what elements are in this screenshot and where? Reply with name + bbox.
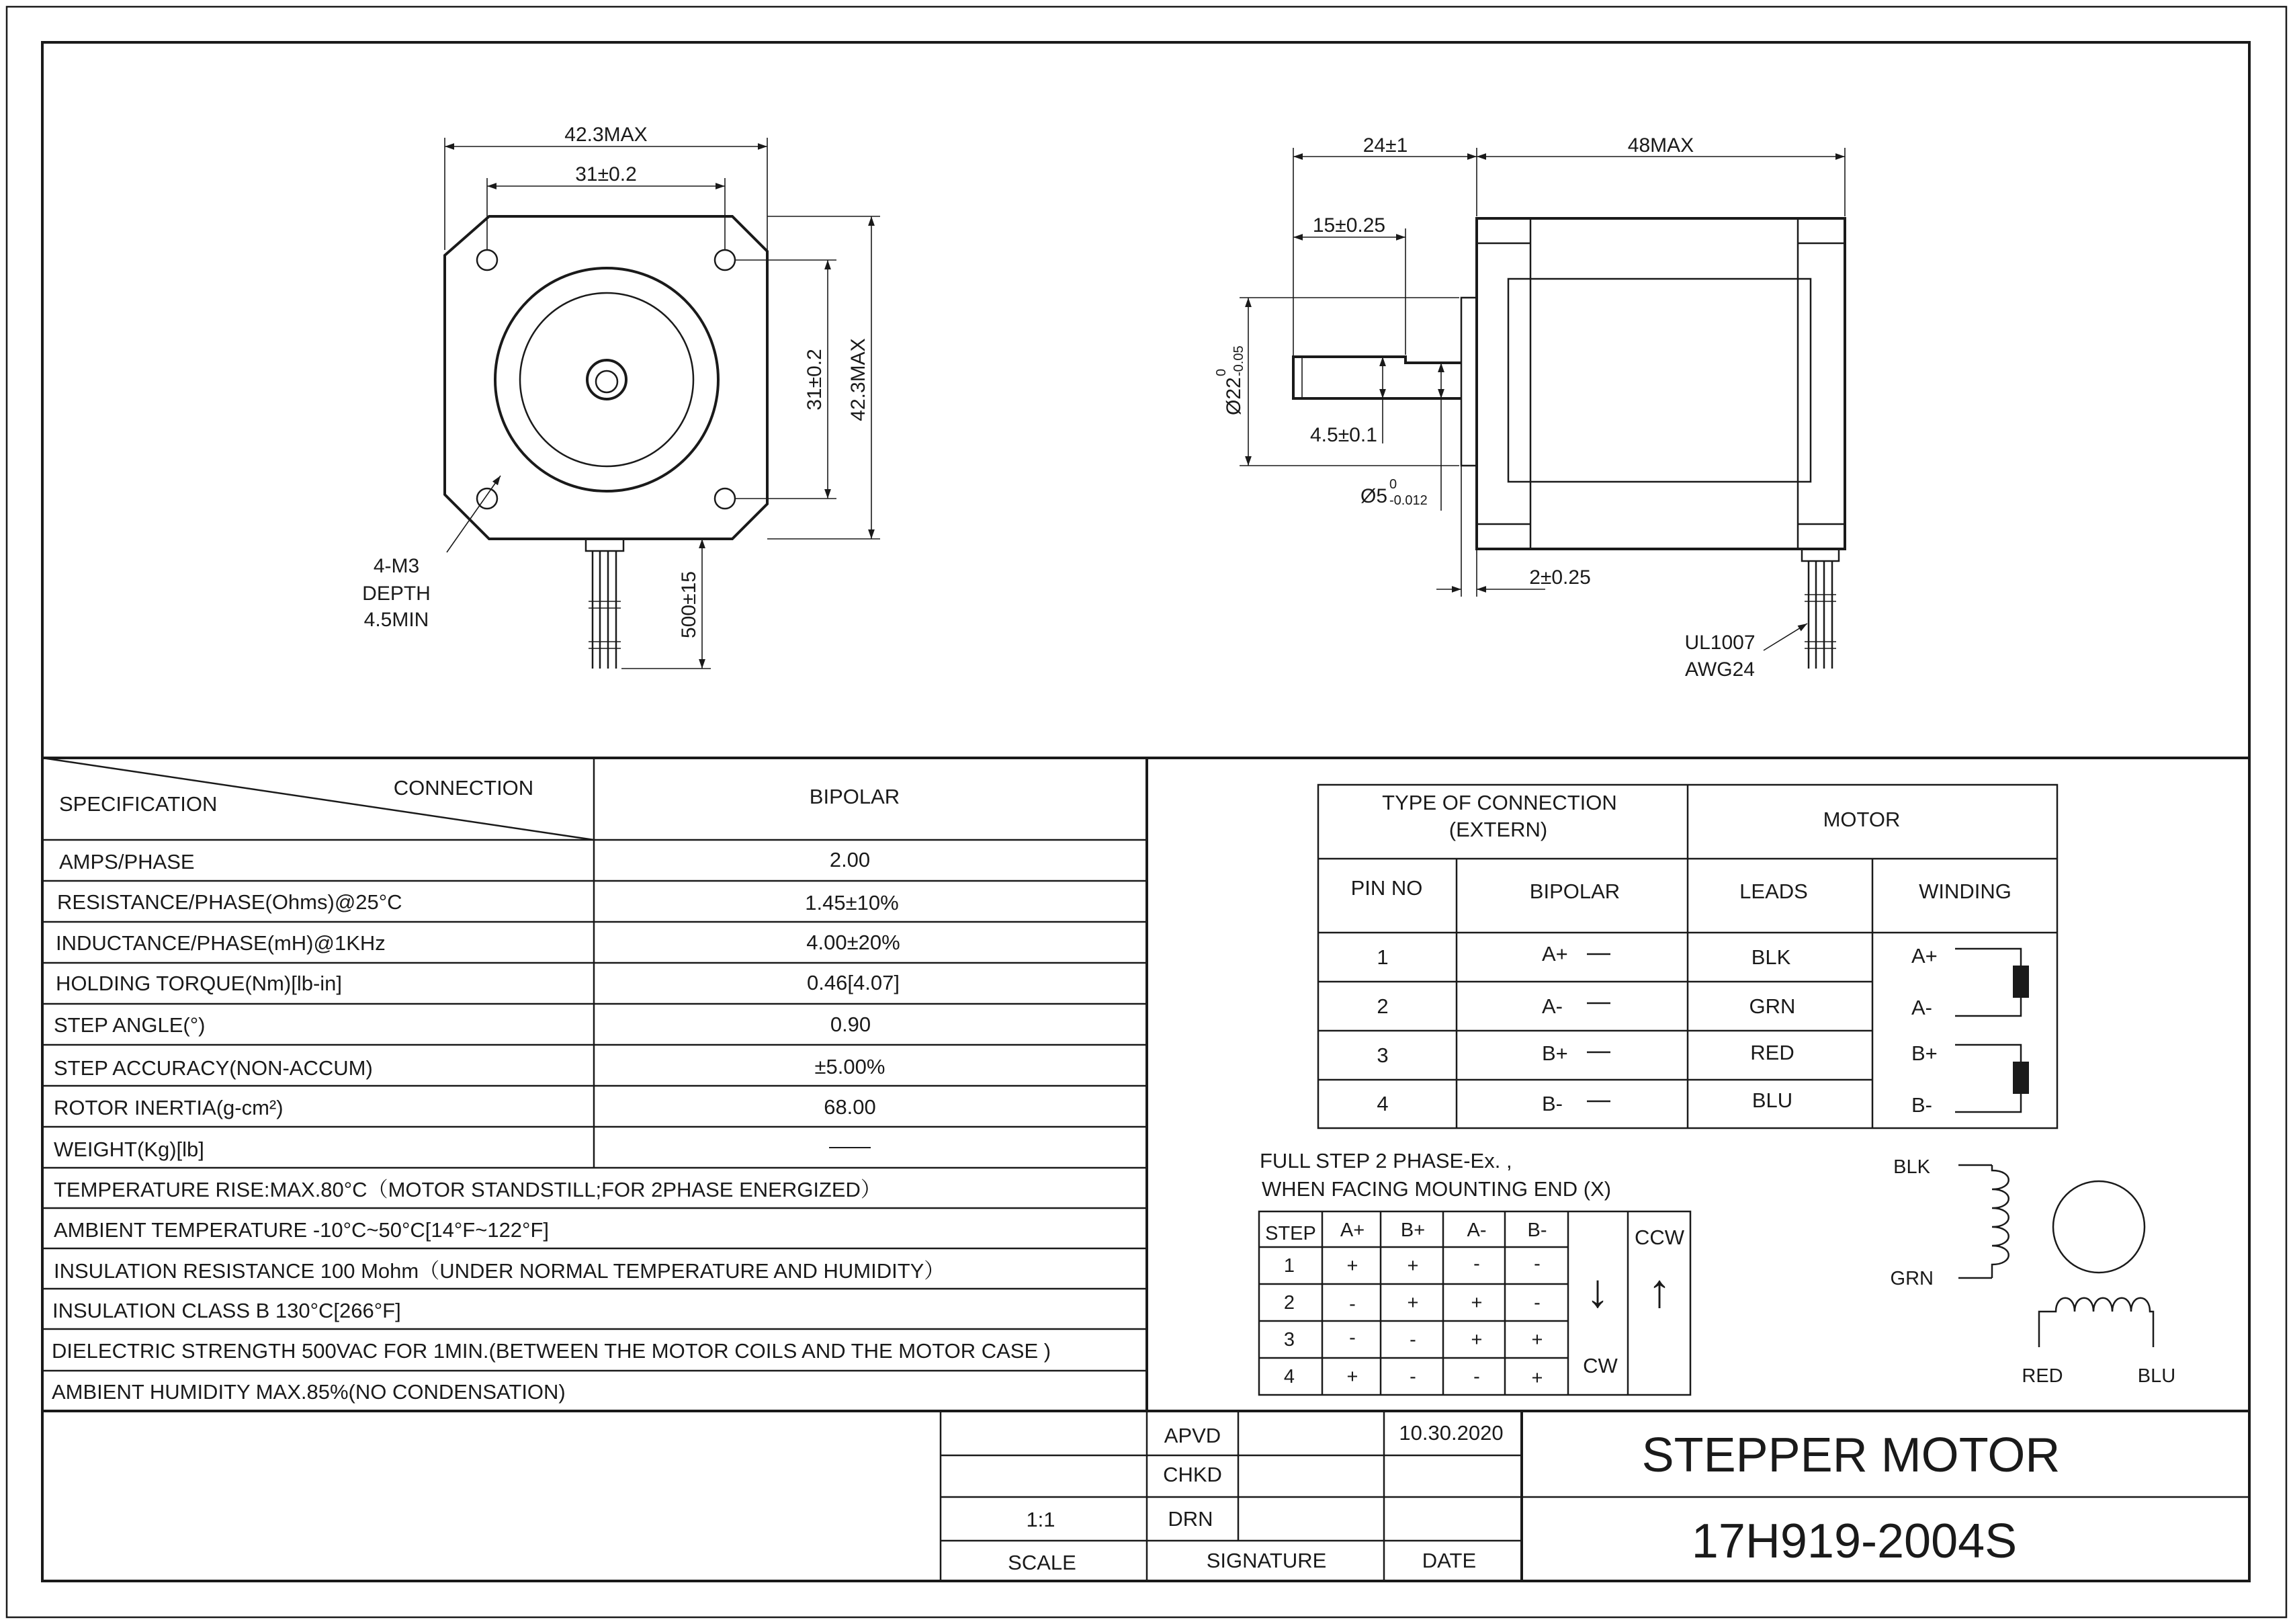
spec-value: 68.00: [824, 1095, 876, 1119]
step-header: A-: [1467, 1220, 1487, 1241]
dim-shaft-diameter: Ø5: [1360, 485, 1388, 507]
step-title-1: FULL STEP 2 PHASE-Ex. ,: [1260, 1149, 1512, 1172]
step-cell: +: [1407, 1292, 1419, 1314]
conn-pin: 4: [1377, 1092, 1389, 1115]
dim-hole-spacing: 31±0.2: [575, 163, 637, 185]
cw-arrow-icon: ↓: [1586, 1265, 1610, 1317]
spec-row: [54, 1095, 876, 1119]
conn-lead: BLU: [1751, 1088, 1793, 1112]
spec-row: [57, 890, 899, 914]
coil-red-label: RED: [2022, 1365, 2063, 1387]
pilot-boss-inner: [520, 293, 693, 466]
mount-hole-br: [715, 488, 735, 509]
spec-row: [59, 848, 870, 873]
spec-value: 0.46[4.07]: [807, 971, 900, 994]
spec-note: DIELECTRIC STRENGTH 500VAC FOR 1MIN.(BETWEEN THE MOTOR COILS AND THE MOTOR CASE ): [52, 1339, 1051, 1363]
spec-row: [54, 1134, 871, 1161]
coil-diagram: [1891, 1156, 2176, 1387]
conn-pin: 2: [1377, 994, 1389, 1018]
conn-col-leads: LEADS: [1739, 880, 1808, 903]
shaft-flat: [596, 371, 617, 392]
spec-value: ±5.00%: [814, 1055, 885, 1078]
winding-label: B+: [1911, 1041, 1938, 1065]
part-number: 17H919-2004S: [1691, 1514, 2018, 1568]
mount-hole-tl: [477, 250, 497, 270]
step-title-2: WHEN FACING MOUNTING END (X): [1262, 1177, 1612, 1201]
dim-boss-height: 2±0.25: [1529, 566, 1591, 589]
step-sequence: [1259, 1149, 1690, 1395]
spec-header-connection: CONNECTION: [393, 776, 534, 800]
spec-label: INDUCTANCE/PHASE(mH)@1KHz: [56, 931, 386, 955]
date-label: DATE: [1422, 1549, 1477, 1572]
dim-shaft-diameter-lower: -0.012: [1389, 493, 1428, 508]
dim-boss-diameter-upper: 0: [1214, 368, 1229, 376]
step-cell: +: [1531, 1329, 1543, 1351]
wire-spec-2: AWG24: [1685, 658, 1755, 681]
signature-label: SIGNATURE: [1206, 1549, 1327, 1572]
winding-label: A+: [1911, 944, 1938, 968]
conn-col-pin: PIN NO: [1350, 876, 1423, 900]
note-mount-holes-3: 4.5MIN: [363, 609, 429, 631]
spec-label: AMPS/PHASE: [59, 850, 195, 873]
step-cell: -: [1410, 1366, 1416, 1387]
pilot-boss: [1461, 298, 1477, 466]
step-header: A+: [1340, 1220, 1365, 1241]
spec-row: [54, 1055, 885, 1080]
conn-bipolar: A-: [1542, 994, 1563, 1018]
scale-value: 1:1: [1026, 1508, 1055, 1531]
step-cell: 3: [1283, 1329, 1295, 1351]
conn-row: [1377, 1088, 1792, 1115]
spec-note: AMBIENT TEMPERATURE -10°C~50°C[14°F~122°F]: [54, 1218, 549, 1242]
drn-label: DRN: [1168, 1507, 1213, 1531]
winding-label: A-: [1911, 996, 1932, 1019]
conn-motor-header: MOTOR: [1823, 808, 1901, 831]
wire-spec-1: UL1007: [1684, 632, 1756, 654]
conn-bipolar: B-: [1542, 1092, 1563, 1115]
spec-label: STEP ANGLE(°): [54, 1013, 206, 1037]
scale-label: SCALE: [1008, 1551, 1076, 1574]
spec-row: [56, 931, 900, 955]
spec-label: RESISTANCE/PHASE(Ohms)@25°C: [57, 890, 402, 914]
spec-label: STEP ACCURACY(NON-ACCUM): [54, 1056, 373, 1080]
spec-label: HOLDING TORQUE(Nm)[lb-in]: [56, 972, 343, 995]
step-cell: -: [1473, 1253, 1480, 1275]
dim-hole-spacing-vertical: 31±0.2: [804, 349, 826, 411]
step-cell: +: [1346, 1366, 1358, 1387]
spec-table: [42, 758, 1147, 1404]
spec-note: INSULATION CLASS B 130°C[266°F]: [52, 1299, 401, 1322]
motor-body: [1477, 218, 1845, 549]
conn-bipolar: A+: [1542, 942, 1568, 966]
step-cell: -: [1349, 1327, 1356, 1349]
step-cell: +: [1531, 1367, 1543, 1389]
front-view: [362, 124, 880, 669]
spec-label: ROTOR INERTIA(g-cm²): [54, 1096, 284, 1119]
spec-header-bipolar: BIPOLAR: [809, 785, 900, 808]
conn-col-bipolar: BIPOLAR: [1529, 880, 1620, 903]
lead-connector: [586, 539, 623, 551]
step-cell: +: [1471, 1292, 1483, 1314]
connection-table: [1318, 785, 2057, 1128]
coil-a-icon: [1992, 1165, 2009, 1278]
conn-type-header-2: (EXTERN): [1448, 818, 1548, 841]
dim-overall-height: 42.3MAX: [847, 338, 869, 421]
coil-grn-label: GRN: [1890, 1268, 1934, 1289]
conn-row: [1377, 994, 1795, 1018]
rotor-icon: [2053, 1181, 2145, 1273]
dim-shaft-diameter-upper: 0: [1389, 477, 1397, 492]
conn-row: [1377, 942, 1790, 969]
coil-b-icon: [2039, 1298, 2153, 1347]
conn-lead: BLK: [1751, 945, 1791, 969]
note-mount-holes-2: DEPTH: [362, 583, 431, 605]
step-cell: -: [1349, 1293, 1356, 1315]
dim-boss-diameter: Ø22: [1223, 377, 1245, 415]
date-value: 10.30.2020: [1399, 1421, 1504, 1445]
dim-shaft-length: 24±1: [1362, 134, 1408, 157]
spec-label: WEIGHT(Kg)[lb]: [54, 1138, 204, 1161]
dim-overall-width: 42.3MAX: [564, 124, 648, 146]
dim-flat-length: 15±0.25: [1312, 214, 1386, 237]
step-cell: 4: [1283, 1366, 1295, 1387]
spec-value: 2.00: [829, 848, 871, 871]
note-mount-holes-1: 4-M3: [373, 555, 420, 577]
spec-value: 0.90: [830, 1013, 871, 1036]
ccw-label: CCW: [1634, 1226, 1685, 1249]
spec-value: ——: [829, 1134, 871, 1158]
shaft: [1293, 357, 1461, 398]
side-lead-connector: [1802, 549, 1839, 561]
spec-note: INSULATION RESISTANCE 100 Mohm（UNDER NORMAL TEMPERATURE AND HUMIDITY）: [54, 1259, 945, 1283]
conn-lead: RED: [1750, 1041, 1794, 1064]
laminated-stack: [1508, 279, 1811, 482]
conn-row: [1377, 1041, 1794, 1067]
step-cell: -: [1410, 1329, 1416, 1351]
chkd-label: CHKD: [1163, 1463, 1222, 1486]
conn-bipolar: B+: [1542, 1041, 1568, 1065]
step-cell: +: [1346, 1255, 1358, 1277]
title-block: [42, 1411, 2249, 1581]
spec-header-specification: SPECIFICATION: [59, 792, 218, 816]
step-cell: -: [1473, 1366, 1480, 1387]
dim-flat-depth: 4.5±0.1: [1310, 424, 1377, 446]
side-view: [1214, 134, 1845, 681]
step-cell: +: [1407, 1255, 1419, 1277]
conn-type-header-1: TYPE OF CONNECTION: [1382, 791, 1617, 814]
spec-row: [56, 971, 900, 995]
front-end-cap: [1477, 218, 1530, 549]
shaft-end: [587, 360, 626, 399]
spec-value: 4.00±20%: [806, 931, 900, 954]
cw-label: CW: [1583, 1354, 1618, 1377]
rear-end-cap: [1798, 218, 1845, 549]
coil-blu-label: BLU: [2137, 1365, 2176, 1387]
step-cell: 2: [1283, 1292, 1295, 1314]
step-cell: -: [1534, 1292, 1541, 1314]
step-header: STEP: [1265, 1223, 1316, 1244]
winding-symbol-a: [1911, 944, 2029, 1019]
spec-note: AMBIENT HUMIDITY MAX.85%(NO CONDENSATION): [52, 1380, 566, 1404]
drawing-title: STEPPER MOTOR: [1641, 1428, 2061, 1482]
conn-pin: 3: [1377, 1043, 1389, 1067]
step-header: B+: [1400, 1220, 1426, 1241]
ccw-arrow-icon: ↑: [1647, 1265, 1672, 1317]
winding-label: B-: [1911, 1093, 1932, 1117]
spec-value: 1.45±10%: [805, 891, 899, 914]
side-lead-wires: [1805, 561, 1836, 669]
dim-body-length: 48MAX: [1627, 134, 1694, 157]
conn-lead: GRN: [1749, 994, 1796, 1018]
spec-note: TEMPERATURE RISE:MAX.80°C（MOTOR STANDSTILL;FOR 2PHASE ENERGIZED）: [54, 1178, 881, 1201]
apvd-label: APVD: [1164, 1424, 1221, 1447]
step-cell: -: [1534, 1253, 1541, 1275]
mount-hole-tr: [715, 250, 735, 270]
winding-symbol-b: [1911, 1041, 2029, 1117]
dim-lead-length: 500±15: [678, 571, 700, 638]
dim-boss-diameter-lower: -0.05: [1231, 345, 1246, 376]
pilot-boss-outer: [495, 268, 718, 491]
conn-pin: 1: [1377, 945, 1389, 969]
conn-col-winding: WINDING: [1919, 880, 2011, 903]
spec-row: [54, 1013, 871, 1037]
step-header: B-: [1527, 1220, 1547, 1241]
lead-wires: [589, 551, 621, 669]
coil-blk-label: BLK: [1893, 1156, 1930, 1178]
step-cell: 1: [1283, 1255, 1295, 1277]
step-cell: +: [1471, 1329, 1483, 1351]
